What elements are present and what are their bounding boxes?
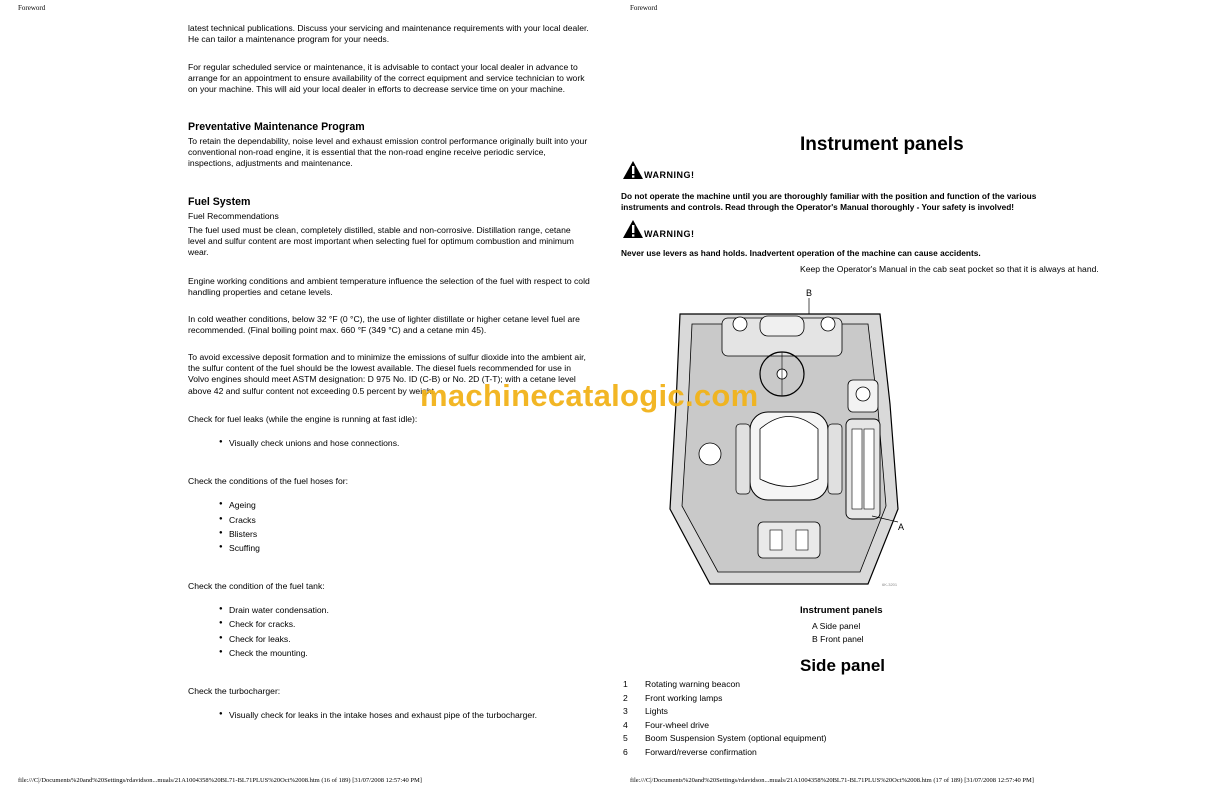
warning-text: WARNING! bbox=[644, 170, 695, 180]
watermark: machinecatalogic.com bbox=[420, 378, 759, 413]
list-item-text: Visually check for leaks in the intake hoses and exhaust pipe of the turbocharger. bbox=[229, 710, 537, 720]
list-item-text: Blisters bbox=[229, 529, 258, 539]
fuel-paragraph bbox=[188, 225, 574, 259]
fuel-tank-paragraph: Check the condition of the fuel tank: bbox=[188, 581, 325, 591]
list-item: ● Blisters bbox=[219, 529, 258, 539]
heading-preventative-maintenance: Preventative Maintenance Program bbox=[188, 121, 365, 133]
diagram-label-a: A bbox=[898, 522, 905, 532]
text-line: He can tailor a maintenance program for your needs. bbox=[188, 34, 390, 45]
list-item-text: Check for cracks. bbox=[229, 619, 296, 629]
turbocharger-paragraph: Check the turbocharger: bbox=[188, 686, 281, 696]
text-line: Volvo engines should meet ASTM designation: D 975 No. ID (C-B) or No. 2D (T-T); with a cetane level bbox=[188, 374, 576, 385]
list-item-text: Drain water condensation. bbox=[229, 605, 329, 615]
warning-message-1 bbox=[621, 191, 1036, 213]
list-item: ● Check for leaks. bbox=[219, 634, 291, 644]
list-item: ● Ageing bbox=[219, 500, 256, 510]
list-item-text: Check for leaks. bbox=[229, 634, 291, 644]
text-line: wear. bbox=[188, 247, 209, 258]
diagram-caption-b: B Front panel bbox=[812, 634, 864, 644]
list-item: ● Visually check for leaks in the intake hoses and exhaust pipe of the turbocharger. bbox=[219, 710, 537, 720]
list-item: ● Cracks bbox=[219, 515, 256, 525]
list-item-text: Boom Suspension System (optional equipment) bbox=[645, 733, 827, 743]
warning-label bbox=[622, 219, 695, 239]
fuel-leaks-paragraph: Check for fuel leaks (while the engine is running at fast idle): bbox=[188, 414, 418, 424]
text-line: arrange for an appointment to ensure availability of the correct equipment and service technician to work bbox=[188, 73, 585, 84]
list-item-text: Ageing bbox=[229, 500, 256, 510]
text-line: The fuel used must be clean, completely distilled, stable and non-corrosive. Distillation range, cetane bbox=[188, 225, 571, 235]
list-item-number: 2 bbox=[623, 693, 628, 703]
list-item-text: Cracks bbox=[229, 515, 256, 525]
list-item-text: Rotating warning beacon bbox=[645, 679, 741, 689]
diagram-label-b: B bbox=[806, 288, 813, 298]
warning-triangle-icon bbox=[622, 219, 644, 239]
page-header-left: Foreword bbox=[18, 4, 46, 12]
list-item: ● Check for cracks. bbox=[219, 619, 296, 629]
text-line: latest technical publications. Discuss your servicing and maintenance requirements with your local dealer. bbox=[188, 23, 589, 33]
list-item-text: Front working lamps bbox=[645, 693, 723, 703]
section-title-side-panel: Side panel bbox=[800, 656, 886, 675]
text-line: on your machine. This will aid your local dealer in efforts to decrease service time on your machine. bbox=[188, 84, 566, 95]
list-item-number: 4 bbox=[623, 720, 628, 730]
text-line: Engine working conditions and ambient temperature influence the selection of the fuel with respect to cold bbox=[188, 276, 590, 286]
list-item-number: 5 bbox=[623, 733, 628, 743]
text-line: the sulfur content of the fuel should be the lowest available. The diesel fuels recommended for use in bbox=[188, 363, 571, 374]
text-line: instruments and controls. Read through the Operator's Manual thoroughly - Your safety is involved! bbox=[621, 202, 1015, 212]
subheading-fuel-recommendations: Fuel Recommendations bbox=[188, 211, 279, 221]
text-line: inspections, adjustments and maintenance. bbox=[188, 158, 353, 169]
list-item: ● Visually check unions and hose connections. bbox=[219, 438, 400, 448]
text-line: above 42 and sulfur content not exceeding 0.5 percent by weight. bbox=[188, 385, 437, 396]
list-item: ● Drain water condensation. bbox=[219, 605, 329, 615]
list-item-number: 3 bbox=[623, 706, 628, 716]
scheduled-service-paragraph bbox=[188, 62, 585, 96]
page-footer-right: file:///C|/Documents%20and%20Settings/rdavidson...muals/21A1004358%20BL71-BL71PLUS%20Oct%2008.htm (17 of 189) [31/07/2008 12:57:40 PM] bbox=[630, 777, 1034, 784]
text-line: In cold weather conditions, below 32 °F (0 °C), the use of lighter distillate or higher cetane level fuel are bbox=[188, 314, 580, 324]
list-item-text: Visually check unions and hose connections. bbox=[229, 438, 400, 448]
preventative-maintenance-paragraph bbox=[188, 136, 587, 170]
cold-weather-paragraph bbox=[188, 314, 580, 336]
page-footer-left: file:///C|/Documents%20and%20Settings/rdavidson...muals/21A1004358%20BL71-BL71PLUS%20Oct%2008.htm (16 of 189) [31/07/2008 12:57:40 PM] bbox=[18, 777, 422, 784]
warning-text: WARNING! bbox=[644, 229, 695, 239]
list-item-text: Lights bbox=[645, 706, 668, 716]
text-line: Do not operate the machine until you are thoroughly familiar with the position and function of the various bbox=[621, 191, 1037, 201]
page-title: Instrument panels bbox=[800, 134, 964, 155]
list-item-text: Scuffing bbox=[229, 543, 260, 553]
list-item: ● Scuffing bbox=[219, 543, 260, 553]
text-line: level and sulfur content are most important when selecting fuel for optimum combustion and minimum bbox=[188, 236, 574, 247]
intro-paragraph bbox=[188, 23, 589, 45]
text-line: handling properties and cetane levels. bbox=[188, 287, 333, 298]
list-item-text: Forward/reverse confirmation bbox=[645, 747, 757, 757]
text-line: To retain the dependability, noise level and exhaust emission control performance originally built into your bbox=[188, 136, 588, 146]
engine-conditions-paragraph bbox=[188, 276, 590, 298]
heading-fuel-system: Fuel System bbox=[188, 196, 251, 208]
warning-message-2: Never use levers as hand holds. Inadvertent operation of the machine can cause accidents. bbox=[621, 248, 981, 258]
warning-triangle-icon bbox=[622, 160, 644, 180]
diagram-caption-a: A Side panel bbox=[812, 621, 861, 631]
page-header-right: Foreword bbox=[630, 4, 658, 12]
fuel-hoses-paragraph: Check the conditions of the fuel hoses for: bbox=[188, 476, 349, 486]
text-line: recommended. (Final boiling point max. 660 °F (349 °C) and a cetane min 45). bbox=[188, 325, 487, 336]
diagram-code: 6K-3201 bbox=[882, 582, 898, 587]
keep-manual-note: Keep the Operator's Manual in the cab seat pocket so that it is always at hand. bbox=[800, 264, 1099, 274]
text-line: conventional non-road engine, it is essential that the non-road engine receive periodic service, bbox=[188, 147, 546, 158]
diagram-caption-title: Instrument panels bbox=[800, 605, 883, 616]
list-item-text: Four-wheel drive bbox=[645, 720, 709, 730]
list-item-number: 1 bbox=[623, 679, 628, 689]
list-item-text: Check the mounting. bbox=[229, 648, 308, 658]
text-line: For regular scheduled service or maintenance, it is advisable to contact your local dealer in advance to bbox=[188, 62, 578, 72]
list-item: ● Check the mounting. bbox=[219, 648, 308, 658]
warning-label bbox=[622, 160, 695, 180]
text-line: To avoid excessive deposit formation and to minimize the emissions of sulfur dioxide into the ambient air, bbox=[188, 352, 586, 362]
list-item-number: 6 bbox=[623, 747, 628, 757]
cab-layout-diagram bbox=[650, 284, 910, 594]
